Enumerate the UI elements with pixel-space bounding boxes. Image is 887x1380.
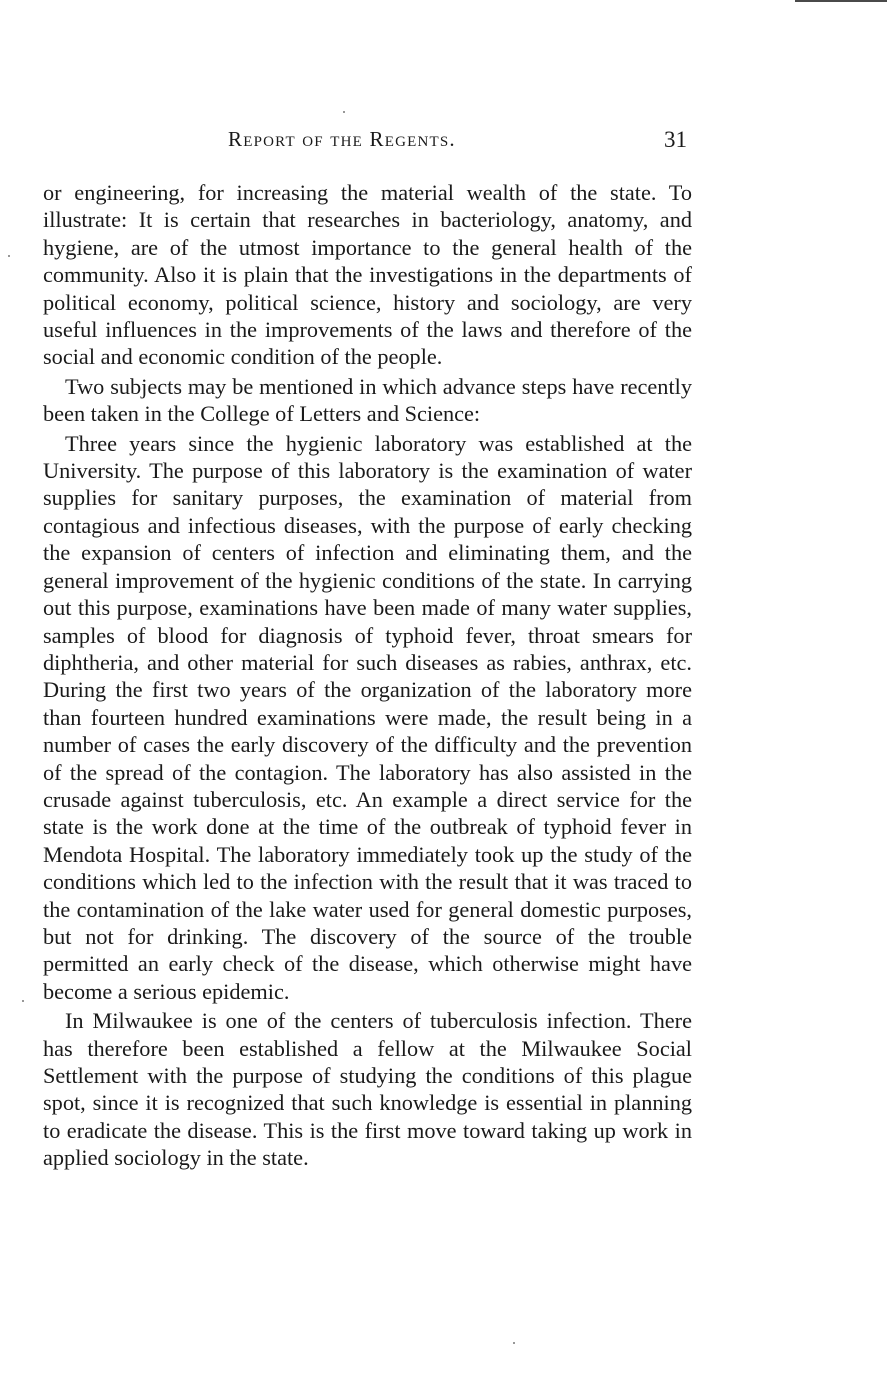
scan-speck	[22, 1000, 24, 1002]
scan-speck	[8, 255, 10, 257]
scan-speck	[513, 1342, 515, 1344]
scan-speck	[343, 111, 345, 113]
scan-edge-line	[795, 0, 887, 2]
running-head: Report of the Regents.	[228, 127, 456, 151]
body-text	[43, 179, 692, 1172]
paragraph: Two subjects may be mentioned in which advance steps have recently been taken in the College of Letters and Science:	[43, 373, 692, 427]
paragraph: or engineering, for increasing the material wealth of the state. To illustrate: It is certain that researches in bacteriology, anatomy, and hygiene, are of the utmost importance to the general health of the community. Also it is plain that the investigations in the departments of political economy, political science, history and sociology, are very useful influences in the improvements of the laws and therefore of the social and economic condition of the people.	[43, 180, 692, 370]
page-number: 31	[664, 127, 687, 152]
paragraph: Three years since the hygienic laboratory was established at the University. The purpose of this laboratory is the examination of water supplies for sanitary purposes, the examination of material from contagious and infectious diseases, with the purpose of early checking the expansion of centers of infection and eliminating them, and the general improvement of the hygienic conditions of the state. In carrying out this purpose, examinations have been made of many water supplies, samples of blood for diagnosis of typhoid fever, throat smears for diphtheria, and other material for such diseases as rabies, anthrax, etc. During the first two years of the organization of the laboratory more than fourteen hundred examinations were made, the result being in a number of cases the early discovery of the difficulty and the prevention of the spread of the contagion. The laboratory has also assisted in the crusade against tuberculosis, etc. An example a direct service for the state is the work done at the time of the outbreak of typhoid fever in Mendota Hospital. The laboratory immediately took up the study of the conditions which led to the infection with the result that it was traced to the contamination of the lake water used for general domestic purposes, but not for drinking. The discovery of the source of the trouble permitted an early check of the disease, which otherwise might have become a serious epidemic.	[43, 430, 692, 1004]
paragraph: In Milwaukee is one of the centers of tuberculosis infection. There has therefore been established a fellow at the Milwaukee Social Settlement with the purpose of studying the conditions of this plague spot, since it is recognized that such knowledge is essential in planning to eradicate the disease. This is the first move toward taking up work in applied sociology in the state.	[43, 1008, 692, 1171]
